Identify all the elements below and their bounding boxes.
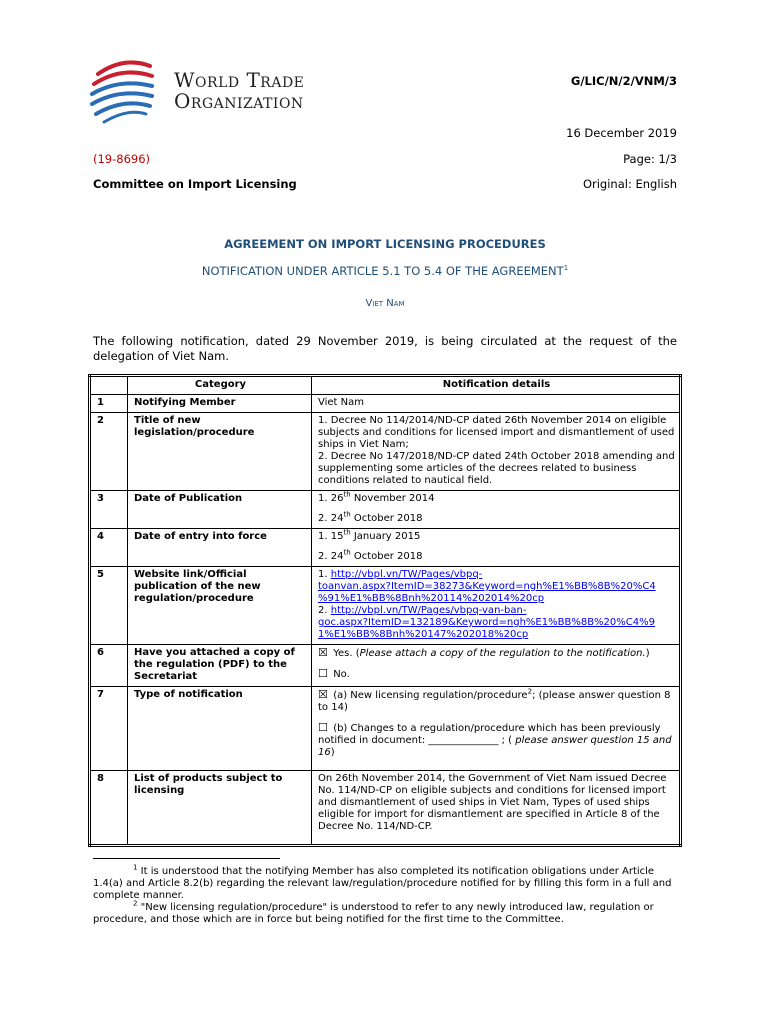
row-category: Title of new legislation/procedure	[128, 413, 312, 491]
intro-paragraph: The following notification, dated 29 November 2019, is being circulated at the request of the delegation of Viet Nam.	[93, 334, 677, 363]
entry-date-1: 1. 15th January 2015	[318, 528, 421, 542]
table-row	[90, 413, 681, 491]
sub-title	[93, 264, 677, 278]
website-link-1[interactable]: http://vbpl.vn/TW/Pages/vbpq-	[330, 569, 483, 580]
footnote-divider	[93, 858, 280, 859]
table-row	[90, 645, 681, 687]
row-detail: Viet Nam	[312, 395, 681, 413]
publication-date-1: 1. 26th November 2014	[318, 490, 435, 504]
table-row	[90, 491, 681, 529]
row-category: Date of Publication	[128, 491, 312, 529]
footnote-2: $^2$ "New licensing regulation/procedure" is understood to refer to any newly introduced law, regulation or procedure, and those which are in force but being notified for the first time to the Committee.	[93, 899, 654, 925]
document-symbol: G/LIC/N/2/VNM/3	[570, 74, 677, 88]
row-category: Website link/Official publication of the new regulation/procedure	[128, 567, 312, 645]
footnote-1: $^1$ It is understood that the notifying Member has also completed its notification obligations under Article 1.4(a) and Article 8.2(b) regarding the relevant law/regulation/procedure notified for by filling this form in a full and complete manner.	[93, 863, 672, 901]
website-link-1-cont[interactable]: toanvan.aspx?ItemID=38273&Keyword=ngh%E1%BB%8B%20%C4	[318, 581, 656, 592]
row-category: List of products subject to licensing	[128, 771, 312, 846]
header-num	[90, 376, 128, 395]
row-detail	[312, 491, 681, 529]
checkbox-yes-icon[interactable]: ☒	[318, 646, 328, 659]
header-details: Notification details	[312, 376, 681, 395]
row-num: 5	[90, 567, 128, 645]
row-category: Have you attached a copy of the regulation (PDF) to the Secretariat	[128, 645, 312, 687]
table-row	[90, 771, 681, 846]
page-number: Page: 1/3	[623, 152, 677, 166]
row-num: 1	[90, 395, 128, 413]
table-row	[90, 687, 681, 771]
website-link-2-end[interactable]: 1%E1%BB%8Bnh%20147%202018%20cp	[318, 629, 529, 640]
table-header-row	[90, 376, 681, 395]
website-link-2[interactable]: http://vbpl.vn/TW/Pages/vbpq-van-ban-	[330, 605, 527, 616]
sub-title-text: NOTIFICATION UNDER ARTICLE 5.1 TO 5.4 OF THE AGREEMENT	[201, 264, 564, 278]
row-detail	[312, 529, 681, 567]
checkbox-changes-icon[interactable]: ☐	[318, 721, 328, 734]
row-detail	[312, 413, 681, 491]
row-detail: ☒ (a) New licensing regulation/procedure$^2$; (please answer question 8 to 14) ☐ (b) Changes to a regulation/procedure which has been previously notified in document: ______________ ; ( please answer question 15 and 16)	[312, 687, 681, 771]
decree-1: 1. Decree No 114/2014/ND-CP dated 26th November 2014 on eligible subjects and conditions for licensed import and dismantlement of used ships in Viet Nam;	[318, 415, 675, 450]
checkbox-new-icon[interactable]: ☒	[318, 688, 328, 701]
website-link-1-end[interactable]: %91%E1%BB%8Bnh%20114%202014%20cp	[318, 593, 545, 604]
wto-logo-icon	[84, 56, 168, 128]
row-category: Date of entry into force	[128, 529, 312, 567]
decree-2: 2. Decree No 147/2018/ND-CP dated 24th October 2018 amending and supplementing some articles of the decrees related to business conditions related to nautical field.	[318, 451, 675, 486]
document-date: 16 December 2019	[566, 126, 677, 140]
row-num: 2	[90, 413, 128, 491]
row-num: 3	[90, 491, 128, 529]
row-num: 8	[90, 771, 128, 846]
publication-date-2: 2. 24th October 2018	[318, 510, 423, 524]
row-num: 7	[90, 687, 128, 771]
footnote-ref-1: 1	[563, 264, 569, 273]
logo-line-2: Organization	[174, 89, 304, 113]
row-category: Type of notification	[128, 687, 312, 771]
row-category: Notifying Member	[128, 395, 312, 413]
notification-table	[88, 374, 682, 847]
table-row	[90, 529, 681, 567]
row-detail: ☒ Yes. (Please attach a copy of the regulation to the notification.) ☐ No.	[312, 645, 681, 687]
website-link-2-cont[interactable]: goc.aspx?ItemID=132189&Keyword=ngh%E1%BB%8B%20%C4%9	[318, 617, 655, 628]
row-num: 6	[90, 645, 128, 687]
checkbox-no-icon[interactable]: ☐	[318, 667, 328, 680]
header-category: Category	[128, 376, 312, 395]
country-title: Viet Nam	[365, 298, 405, 309]
committee-name: Committee on Import Licensing	[93, 177, 297, 191]
table-row	[90, 567, 681, 645]
wto-logo-text	[174, 70, 304, 112]
main-title: AGREEMENT ON IMPORT LICENSING PROCEDURES	[224, 237, 546, 251]
document-number: (19-8696)	[93, 152, 151, 166]
row-detail: 1. http://vbpl.vn/TW/Pages/vbpq- toanvan.aspx?ItemID=38273&Keyword=ngh%E1%BB%8B%20%C4 %91%E1%BB%8Bnh%20114%202014%20cp 2. http://vbpl.vn/TW/Pages/vbpq-van-ban- goc.aspx?ItemID=132189&Keyword=ngh%E1%BB%8B%20%C4%9 1%E1%BB%8Bnh%20147%202018%20cp	[312, 567, 681, 645]
table-row	[90, 395, 681, 413]
row-num: 4	[90, 529, 128, 567]
original-language: Original: English	[582, 177, 677, 191]
entry-date-2: 2. 24th October 2018	[318, 548, 423, 562]
footnotes	[93, 863, 677, 926]
logo-line-1: World Trade	[174, 68, 305, 92]
row-detail: On 26th November 2014, the Government of Viet Nam issued Decree No. 114/ND-CP on eligible subjects and conditions for licensed import and dismantlement of used ships in Viet Nam, Types of used ships eligible for import for dismantlement are specified in Article 8 of the Decree No. 114/ND-CP.	[312, 771, 681, 846]
